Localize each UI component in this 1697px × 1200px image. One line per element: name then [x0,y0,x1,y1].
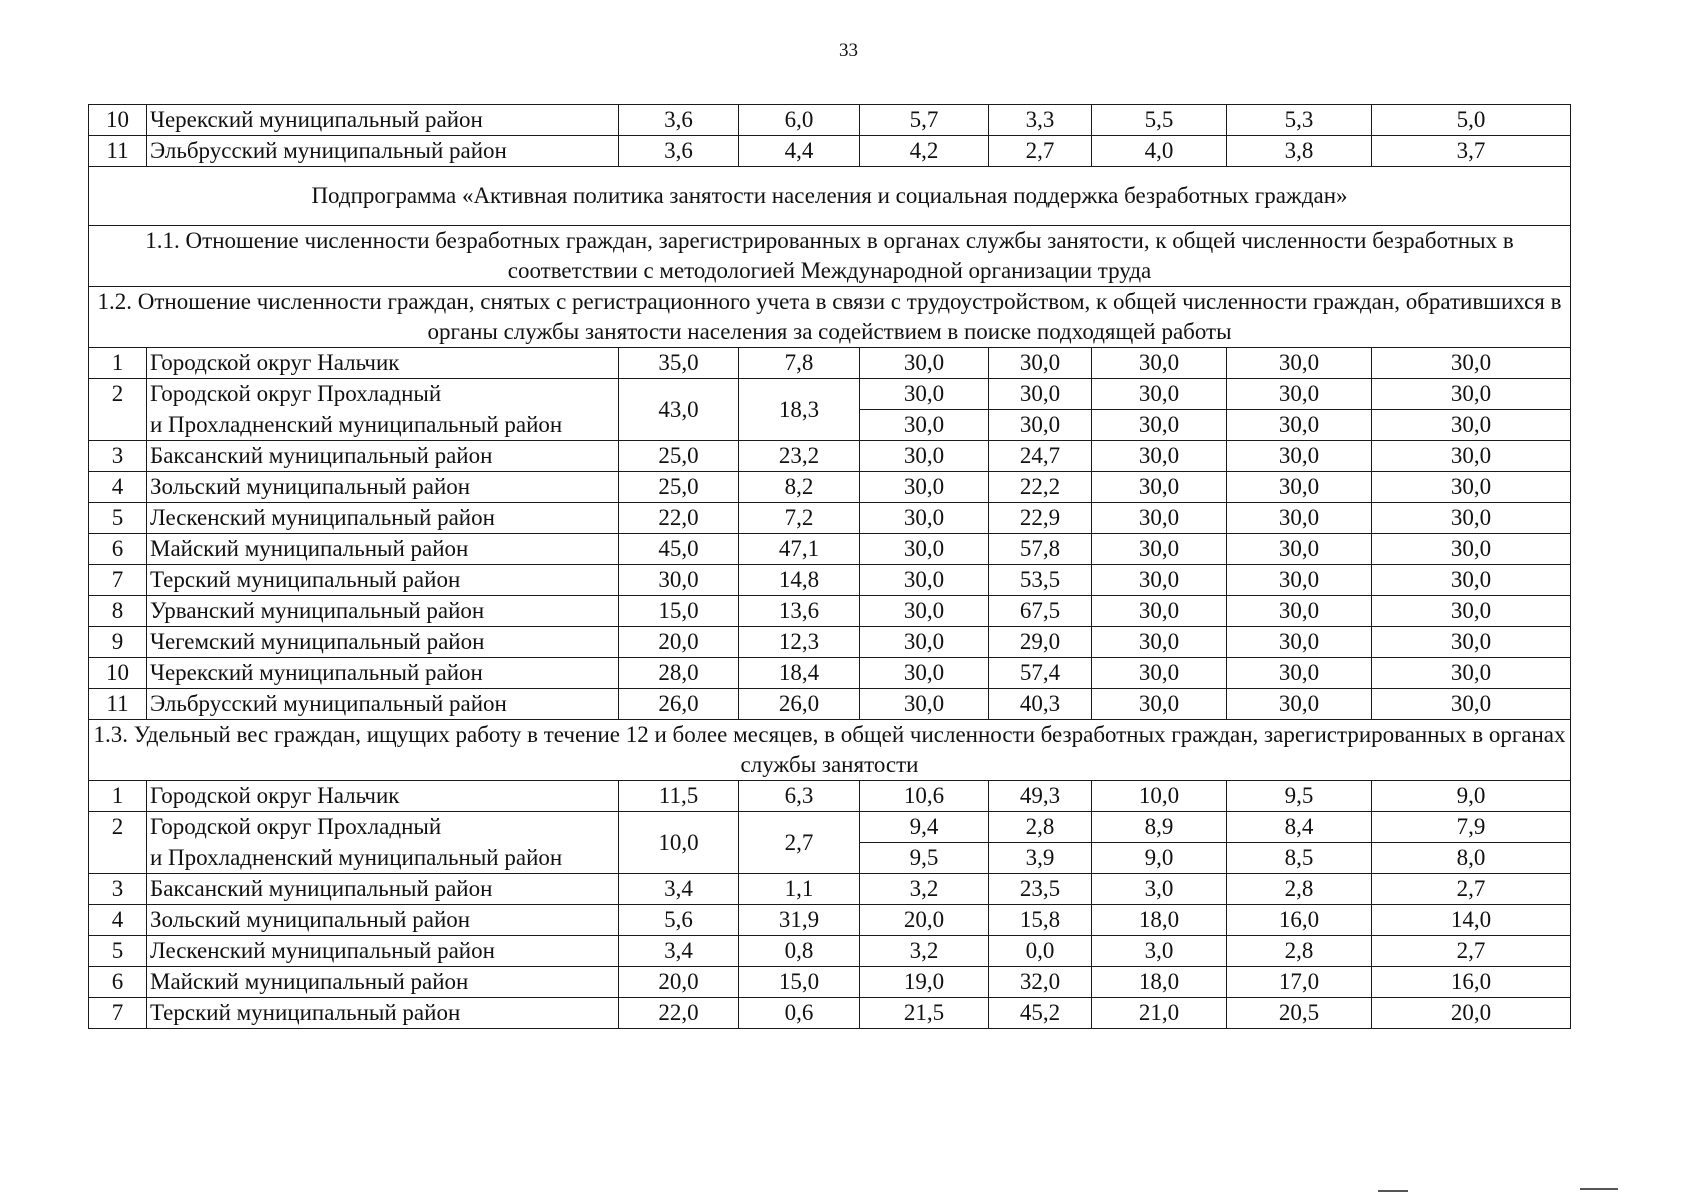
value-cell: 11,5 [619,781,739,812]
value-cell: 8,5 [1227,843,1372,874]
value-cell: 23,5 [989,874,1092,905]
value-cell: 21,0 [1092,998,1227,1029]
value-cell: 3,0 [1092,936,1227,967]
section-heading-row [89,720,1571,781]
value-cell: 8,9 [1092,812,1227,843]
row-number: 6 [89,534,147,565]
row-number: 1 [89,781,147,812]
value-cell: 30,0 [1372,689,1571,720]
row-number: 11 [89,136,147,167]
district-name: Баксанский муниципальный район [147,874,619,905]
value-cell: 5,6 [619,905,739,936]
value-cell: 30,0 [1227,627,1372,658]
value-cell: 3,6 [619,105,739,136]
value-cell: 2,8 [1227,936,1372,967]
value-cell: 30,0 [989,379,1092,410]
value-cell: 28,0 [619,658,739,689]
district-name: Городской округ Прохладный [147,812,619,843]
value-cell: 4,0 [1092,136,1227,167]
value-cell: 3,7 [1372,136,1571,167]
value-cell: 5,3 [1227,105,1372,136]
value-cell: 30,0 [1092,441,1227,472]
scan-mark [1580,1188,1618,1190]
value-cell: 30,0 [1372,565,1571,596]
value-cell: 2,8 [1227,874,1372,905]
value-cell: 32,0 [989,967,1092,998]
value-cell: 22,0 [619,503,739,534]
value-cell: 20,0 [1372,998,1571,1029]
row-number: 9 [89,627,147,658]
value-cell: 15,0 [739,967,860,998]
value-cell: 30,0 [860,379,989,410]
district-name: Чегемский муниципальный район [147,627,619,658]
row-number: 4 [89,472,147,503]
value-cell: 0,6 [739,998,860,1029]
row-number: 3 [89,441,147,472]
table-row [89,967,1571,998]
value-cell: 53,5 [989,565,1092,596]
value-cell: 26,0 [739,689,860,720]
row-number: 11 [89,689,147,720]
value-cell: 6,3 [739,781,860,812]
value-cell: 3,9 [989,843,1092,874]
value-cell: 30,0 [1227,689,1372,720]
district-name: Эльбрусский муниципальный район [147,689,619,720]
value-cell: 30,0 [860,410,989,441]
table-row [89,136,1571,167]
table-row [89,105,1571,136]
district-name: Лескенский муниципальный район [147,936,619,967]
value-cell: 25,0 [619,472,739,503]
value-cell: 30,0 [1092,689,1227,720]
value-cell: 30,0 [860,658,989,689]
value-cell: 18,0 [1092,967,1227,998]
value-cell: 15,8 [989,905,1092,936]
district-name: Городской округ Нальчик [147,348,619,379]
page-number: 33 [839,40,858,61]
table-row [89,658,1571,689]
table-row [89,998,1571,1029]
value-cell: 31,9 [739,905,860,936]
value-cell: 30,0 [1372,503,1571,534]
value-cell: 20,0 [860,905,989,936]
value-cell: 30,0 [1092,472,1227,503]
value-cell: 14,8 [739,565,860,596]
value-cell: 30,0 [1372,534,1571,565]
value-cell: 30,0 [1092,503,1227,534]
value-cell: 2,7 [989,136,1092,167]
value-cell: 0,0 [989,936,1092,967]
value-cell: 3,0 [1092,874,1227,905]
value-cell: 1,1 [739,874,860,905]
district-name: и Прохладненский муниципальный район [147,843,619,874]
value-cell: 30,0 [860,441,989,472]
value-cell: 30,0 [1092,658,1227,689]
value-cell: 19,0 [860,967,989,998]
value-cell: 22,2 [989,472,1092,503]
value-cell: 9,4 [860,812,989,843]
row-number: 10 [89,105,147,136]
district-name: Черекский муниципальный район [147,658,619,689]
value-cell: 30,0 [989,348,1092,379]
value-cell: 30,0 [1227,596,1372,627]
value-cell: 25,0 [619,441,739,472]
value-cell: 30,0 [1092,348,1227,379]
district-name: Зольский муниципальный район [147,905,619,936]
value-cell: 7,2 [739,503,860,534]
scan-mark [1378,1190,1408,1192]
value-cell: 13,6 [739,596,860,627]
table-row [89,379,1571,410]
table-row [89,812,1571,843]
value-cell: 7,8 [739,348,860,379]
value-cell: 22,9 [989,503,1092,534]
value-cell: 30,0 [1372,441,1571,472]
row-number: 2 [89,379,147,441]
table-row [89,874,1571,905]
value-cell: 4,2 [860,136,989,167]
value-cell: 5,5 [1092,105,1227,136]
value-cell: 9,5 [1227,781,1372,812]
value-cell: 30,0 [1372,658,1571,689]
value-cell: 30,0 [860,596,989,627]
value-cell: 20,0 [619,627,739,658]
value-cell: 30,0 [1372,348,1571,379]
value-cell: 18,0 [1092,905,1227,936]
value-cell: 30,0 [1372,627,1571,658]
value-cell: 0,8 [739,936,860,967]
table-row [89,905,1571,936]
value-cell: 9,0 [1372,781,1571,812]
value-cell: 3,8 [1227,136,1372,167]
row-number: 8 [89,596,147,627]
table-row [89,534,1571,565]
value-cell: 47,1 [739,534,860,565]
district-name: Терский муниципальный район [147,998,619,1029]
row-number: 1 [89,348,147,379]
value-cell: 30,0 [1092,565,1227,596]
value-cell: 10,6 [860,781,989,812]
value-cell: 22,0 [619,998,739,1029]
table-row [89,348,1571,379]
value-cell: 30,0 [1092,379,1227,410]
value-cell: 30,0 [1227,379,1372,410]
value-cell: 30,0 [1092,410,1227,441]
value-cell: 30,0 [860,348,989,379]
district-name: Терский муниципальный район [147,565,619,596]
district-name: Городской округ Прохладный [147,379,619,410]
value-cell: 21,5 [860,998,989,1029]
value-cell: 10,0 [1092,781,1227,812]
value-cell: 30,0 [1227,658,1372,689]
value-cell: 10,0 [619,812,739,874]
value-cell: 30,0 [1227,441,1372,472]
value-cell: 30,0 [619,565,739,596]
district-name: Майский муниципальный район [147,534,619,565]
value-cell: 5,0 [1372,105,1571,136]
value-cell: 3,4 [619,874,739,905]
table-row [89,565,1571,596]
value-cell: 30,0 [860,689,989,720]
table-row [89,472,1571,503]
value-cell: 30,0 [1372,379,1571,410]
value-cell: 3,2 [860,874,989,905]
section-heading-row [89,226,1571,287]
value-cell: 8,2 [739,472,860,503]
value-cell: 20,0 [619,967,739,998]
value-cell: 30,0 [1092,627,1227,658]
value-cell: 30,0 [860,565,989,596]
district-name: Зольский муниципальный район [147,472,619,503]
row-number: 2 [89,812,147,874]
section-heading: Подпрограмма «Активная политика занятости населения и социальная поддержка безработных граждан» [89,167,1571,226]
table-row [89,689,1571,720]
row-number: 3 [89,874,147,905]
value-cell: 3,2 [860,936,989,967]
value-cell: 17,0 [1227,967,1372,998]
district-name: Баксанский муниципальный район [147,441,619,472]
value-cell: 3,6 [619,136,739,167]
value-cell: 2,7 [739,812,860,874]
row-number: 7 [89,565,147,596]
value-cell: 9,5 [860,843,989,874]
value-cell: 30,0 [1372,596,1571,627]
value-cell: 20,5 [1227,998,1372,1029]
value-cell: 30,0 [860,472,989,503]
table-row [89,627,1571,658]
value-cell: 30,0 [1372,410,1571,441]
row-number: 5 [89,503,147,534]
table-row [89,441,1571,472]
table-row [89,596,1571,627]
value-cell: 57,8 [989,534,1092,565]
value-cell: 30,0 [1372,472,1571,503]
district-name: и Прохладненский муниципальный район [147,410,619,441]
value-cell: 24,7 [989,441,1092,472]
district-name: Лескенский муниципальный район [147,503,619,534]
value-cell: 30,0 [1227,565,1372,596]
district-name: Эльбрусский муниципальный район [147,136,619,167]
district-name: Майский муниципальный район [147,967,619,998]
value-cell: 35,0 [619,348,739,379]
value-cell: 57,4 [989,658,1092,689]
value-cell: 45,2 [989,998,1092,1029]
value-cell: 8,4 [1227,812,1372,843]
value-cell: 30,0 [1227,472,1372,503]
section-heading-row [89,287,1571,348]
section-heading: 1.3. Удельный вес граждан, ищущих работу в течение 12 и более месяцев, в общей численности безработных граждан, зарегистрированных в органах службы занятости [89,720,1571,781]
value-cell: 3,3 [989,105,1092,136]
value-cell: 14,0 [1372,905,1571,936]
row-number: 7 [89,998,147,1029]
value-cell: 12,3 [739,627,860,658]
value-cell: 18,4 [739,658,860,689]
row-number: 5 [89,936,147,967]
value-cell: 7,9 [1372,812,1571,843]
value-cell: 30,0 [860,503,989,534]
value-cell: 9,0 [1092,843,1227,874]
value-cell: 6,0 [739,105,860,136]
value-cell: 16,0 [1372,967,1571,998]
value-cell: 3,4 [619,936,739,967]
value-cell: 26,0 [619,689,739,720]
section-heading: 1.1. Отношение численности безработных граждан, зарегистрированных в органах службы занятости, к общей численности безработных в соответствии с методологией Международной организации труда [89,226,1571,287]
section-heading: 1.2. Отношение численности граждан, снятых с регистрационного учета в связи с трудоустройством, к общей численности граждан, обратившихся в органы службы занятости населения за содействием в поиске подходящей работы [89,287,1571,348]
value-cell: 18,3 [739,379,860,441]
indicator-table [88,104,1571,1029]
value-cell: 40,3 [989,689,1092,720]
table-row [89,503,1571,534]
value-cell: 8,0 [1372,843,1571,874]
table-row [89,936,1571,967]
value-cell: 15,0 [619,596,739,627]
row-number: 10 [89,658,147,689]
value-cell: 30,0 [1092,596,1227,627]
value-cell: 30,0 [989,410,1092,441]
value-cell: 30,0 [1227,410,1372,441]
value-cell: 30,0 [1227,348,1372,379]
section-heading-row [89,167,1571,226]
value-cell: 67,5 [989,596,1092,627]
value-cell: 2,7 [1372,936,1571,967]
value-cell: 45,0 [619,534,739,565]
value-cell: 16,0 [1227,905,1372,936]
district-name: Урванский муниципальный район [147,596,619,627]
value-cell: 30,0 [1227,503,1372,534]
value-cell: 5,7 [860,105,989,136]
value-cell: 30,0 [860,534,989,565]
value-cell: 30,0 [1092,534,1227,565]
district-name: Черекский муниципальный район [147,105,619,136]
value-cell: 30,0 [860,627,989,658]
value-cell: 23,2 [739,441,860,472]
row-number: 4 [89,905,147,936]
table-row [89,781,1571,812]
district-name: Городской округ Нальчик [147,781,619,812]
value-cell: 2,8 [989,812,1092,843]
value-cell: 30,0 [1227,534,1372,565]
value-cell: 4,4 [739,136,860,167]
value-cell: 2,7 [1372,874,1571,905]
value-cell: 29,0 [989,627,1092,658]
value-cell: 43,0 [619,379,739,441]
value-cell: 49,3 [989,781,1092,812]
row-number: 6 [89,967,147,998]
